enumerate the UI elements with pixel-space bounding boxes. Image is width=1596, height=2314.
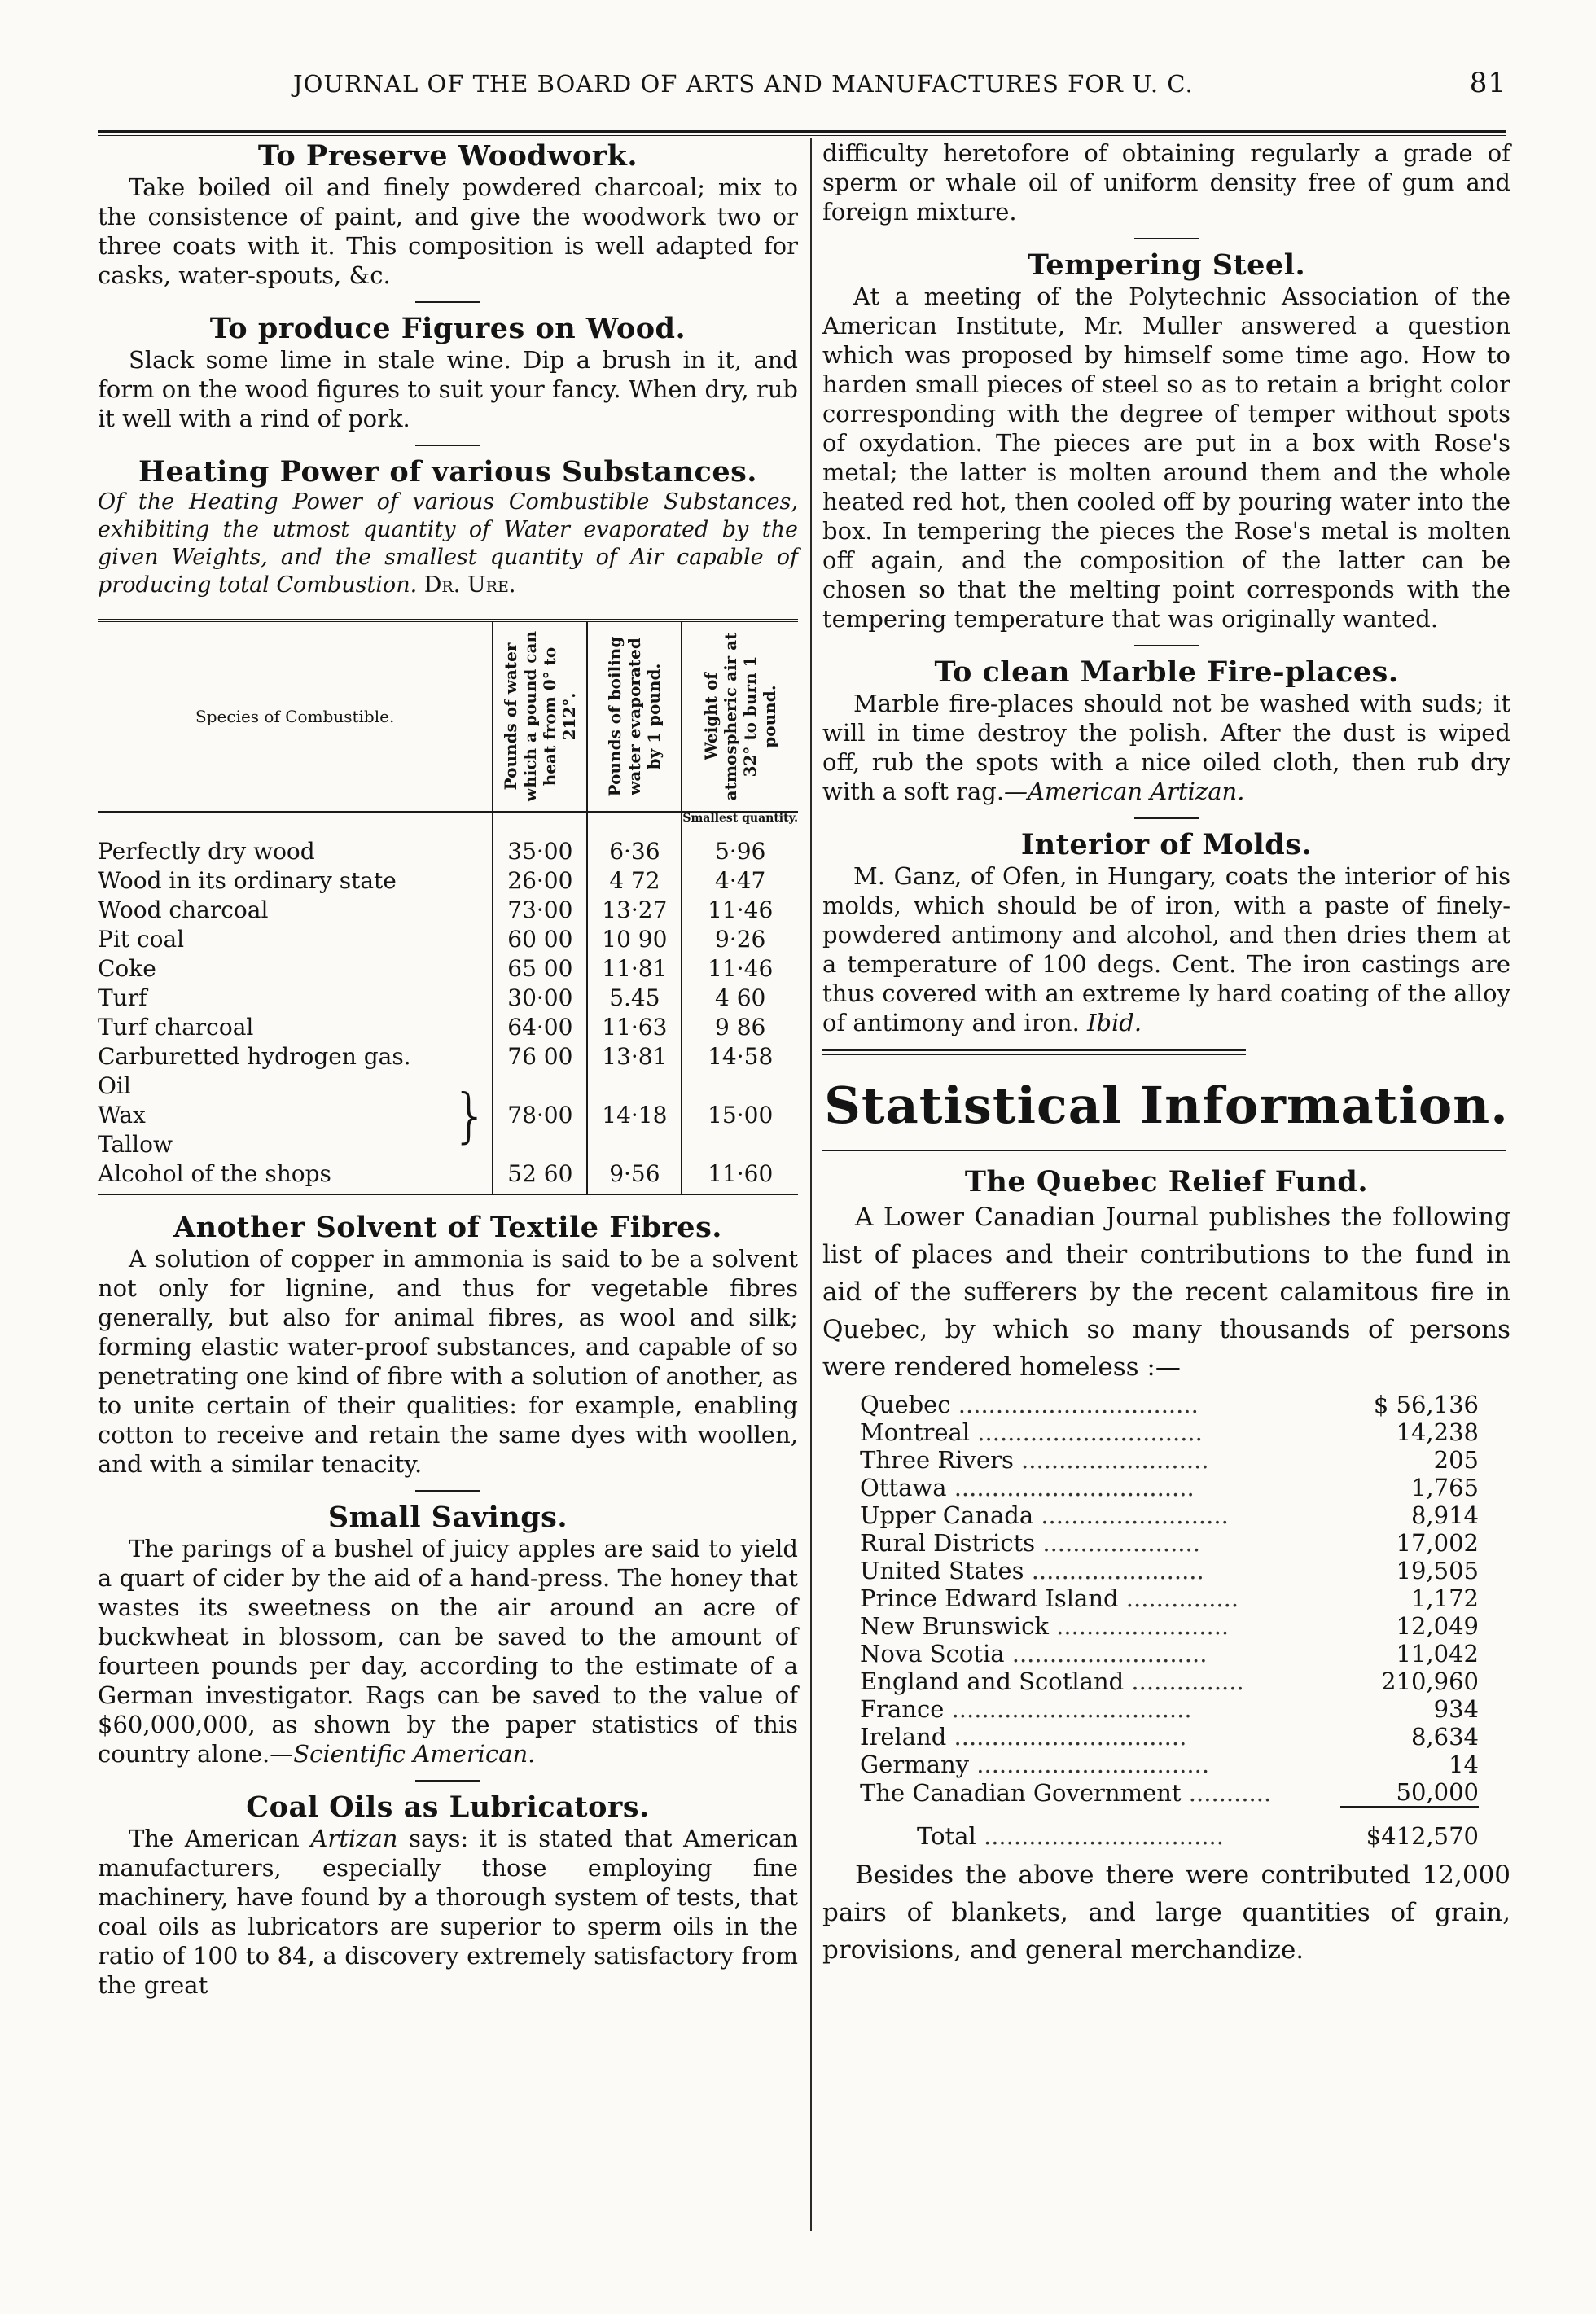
fund-place: New Brunswick ....................... xyxy=(860,1612,1230,1640)
relief-fund-table xyxy=(860,1391,1479,1850)
coal-text-italic: Artizan xyxy=(310,1825,398,1852)
article-title-savings: Small Savings. xyxy=(327,1501,568,1534)
group-names xyxy=(98,1072,493,1159)
molds-text: M. Ganz, of Ofen, in Hungary, coats the interior of his molds, which should be of iron, with a paste of finely-powdered antimony and alcohol, and then dries them at a temperature of 100 degs. Cent. The iron castings are thus covered with an extreme ly hard coating of the alloy of antimony and iron. xyxy=(822,862,1510,1036)
row-name: Perfectly dry wood xyxy=(98,838,315,865)
fund-row xyxy=(860,1557,1479,1584)
left-column xyxy=(98,138,798,2000)
row-name: Wood in its ordinary state xyxy=(98,867,397,894)
row-name: Oil xyxy=(98,1072,131,1099)
fund-amount: 1,765 xyxy=(1410,1474,1479,1501)
row-value: 9 86 xyxy=(682,1013,798,1042)
row-value: 78·00 xyxy=(493,1072,587,1159)
article-title-heating: Heating Power of various Substances. xyxy=(138,455,757,489)
row-value: 11·81 xyxy=(587,954,682,984)
relief-fund-rows xyxy=(860,1391,1479,1807)
fund-row xyxy=(860,1668,1479,1695)
fund-place-text: Montreal xyxy=(860,1418,971,1446)
row-value: 4 72 xyxy=(587,866,682,896)
row-value: 10 90 xyxy=(587,925,682,954)
fund-row xyxy=(860,1778,1479,1807)
fund-row xyxy=(860,1418,1479,1446)
fund-place: England and Scotland ............... xyxy=(860,1668,1244,1695)
article-body-coal xyxy=(98,1824,798,2000)
stat-rule-thin xyxy=(822,1054,1246,1055)
row-value: 9·56 xyxy=(587,1159,682,1194)
fund-place: Ireland ............................... xyxy=(860,1723,1187,1751)
fund-place: France ................................ xyxy=(860,1695,1192,1723)
row-name: Carburetted hydrogen gas. xyxy=(98,1043,411,1070)
fund-place-text: Nova Scotia xyxy=(860,1640,1005,1668)
article-title-solvent: Another Solvent of Textile Fibres. xyxy=(173,1211,722,1244)
fund-place-text: Rural Districts xyxy=(860,1529,1036,1557)
fund-row xyxy=(860,1751,1479,1778)
section-rule xyxy=(415,1780,480,1782)
article-body-solvent: A solution of copper in ammonia is said to be a solvent not only for lignine, and thus for vegetable fibres generally, but also for animal fibres, as wool and silk; forming elastic water-proof substances, and capable of so penetrating one kind of fibre with a solution of another, as to unite certain of their qualities: for example, enabling cotton to receive and retain the same dyes with woollen, and with a similar tenacity. xyxy=(98,1245,798,1478)
col1-header-text: Pounds of water which a pound can heat from 0° to 212°. xyxy=(501,631,580,802)
savings-text: The parings of a bushel of juicy apples are said to yield a quart of cider by the aid of a hand-press. The honey that wastes its sweetness on the air around an acre of buckwheat in blossom, can be saved to the amount of fourteen pounds per day, according to the estimate of a German investigator. Rags can be saved to the value of $60,000,000, as shown by the paper statistics of this country alone. xyxy=(98,1535,798,1768)
fund-row xyxy=(860,1612,1479,1640)
row-name: Pit coal xyxy=(98,926,185,953)
fund-amount: 12,049 xyxy=(1396,1612,1479,1640)
fund-row xyxy=(860,1446,1479,1474)
fund-amount: 14,238 xyxy=(1396,1418,1479,1446)
fund-amount: 50,000 xyxy=(1396,1778,1479,1806)
fund-row xyxy=(860,1501,1479,1529)
row-value: 11·46 xyxy=(682,954,798,984)
savings-source: —Scientific American. xyxy=(270,1740,536,1768)
coal-text-start: The American xyxy=(129,1825,300,1852)
heating-table-rows xyxy=(98,837,798,1072)
article-body-steel: At a meeting of the Polytechnic Association of the American Institute, Mr. Muller answered a question which was proposed by himself some time ago. How to harden small pieces of steel so as to retain a bright color corresponding with the degree of temper without spots of oxydation. The pieces are put in a box with Rose's metal; the latter is molten around them and the whole heated red hot, then cooled off by pouring water into the box. In tempering the pieces the Rose's metal is molten off again, and the composition of the latter can be chosen so that the melting point corresponds with the tempering temperature that was originally wanted. xyxy=(822,283,1510,633)
fund-amount: 205 xyxy=(1433,1446,1479,1474)
column-divider xyxy=(810,138,812,2231)
row-value: 60 00 xyxy=(493,925,587,954)
fund-amount: 11,042 xyxy=(1396,1640,1479,1668)
stat-rule xyxy=(822,1049,1246,1051)
fund-place-text: The Canadian Government xyxy=(860,1778,1182,1807)
section-rule xyxy=(1134,645,1199,646)
table-row xyxy=(98,837,798,866)
fund-place-text: New Brunswick xyxy=(860,1612,1049,1640)
row-value: 11·63 xyxy=(587,1013,682,1042)
heating-table-header xyxy=(98,620,798,812)
total-row xyxy=(860,1807,1479,1850)
row-value: 14·58 xyxy=(682,1042,798,1072)
heating-table-subheader xyxy=(98,812,798,837)
right-column xyxy=(822,138,1510,1969)
article-title-molds: Interior of Molds. xyxy=(1020,828,1313,861)
table-row xyxy=(98,1013,798,1042)
section-rule xyxy=(415,445,480,446)
col3-header xyxy=(682,620,798,812)
section-rule xyxy=(415,301,480,303)
row-name: Turf xyxy=(98,984,147,1011)
row-name: Wax xyxy=(98,1102,146,1129)
row-value: 11·60 xyxy=(682,1159,798,1194)
row-value: 52 60 xyxy=(493,1159,587,1194)
article-body-woodwork: Take boiled oil and finely powdered charcoal; mix to the consistence of paint, and give the woodwork two or three coats with it. This composition is well adapted for casks, water-spouts, &c. xyxy=(98,173,798,289)
fund-place: Three Rivers ......................... xyxy=(860,1446,1209,1474)
article-title-marble: To clean Marble Fire-places. xyxy=(934,655,1399,689)
quebec-closing: Besides the above there were contributed 12,000 pairs of blankets, and large quantities of grain, provisions, and general merchandize. xyxy=(822,1860,1510,1965)
stat-rule-long xyxy=(822,1150,1506,1151)
article-body-marble xyxy=(822,689,1510,806)
table-row xyxy=(98,1159,798,1194)
fund-place: Nova Scotia .......................... xyxy=(860,1640,1208,1668)
fund-place: Upper Canada ......................... xyxy=(860,1501,1229,1529)
row-value: 26·00 xyxy=(493,866,587,896)
row-value: 76 00 xyxy=(493,1042,587,1072)
fund-place-text: Upper Canada xyxy=(860,1501,1034,1529)
fund-row xyxy=(860,1584,1479,1612)
row-name: Tallow xyxy=(98,1131,173,1158)
article-body-savings xyxy=(98,1534,798,1768)
heating-caption xyxy=(98,489,798,599)
fund-amount: 210,960 xyxy=(1381,1668,1479,1695)
row-value: 15·00 xyxy=(682,1072,798,1159)
section-rule xyxy=(1134,817,1199,819)
fund-amount: 8,634 xyxy=(1410,1723,1479,1751)
coal-text-rest: says: it is stated that American manufacturers, especially those employing fine machinery, have found by a thorough system of tests, that coal oils as lubricators are superior to sperm oils in the ratio of 100 to 84, a discovery extremely satisfactory from the great xyxy=(98,1825,799,1999)
heating-table xyxy=(98,619,798,1195)
row-name: Coke xyxy=(98,955,156,982)
fund-place-text: Quebec xyxy=(860,1391,951,1418)
fund-amount: 8,914 xyxy=(1410,1501,1479,1529)
fund-amount: 1,172 xyxy=(1410,1584,1479,1612)
table-row xyxy=(98,954,798,984)
row-value: 9·26 xyxy=(682,925,798,954)
header-rule-thin xyxy=(98,135,1506,136)
row-value: 5·96 xyxy=(682,837,798,866)
fund-place: Montreal .............................. xyxy=(860,1418,1203,1446)
fund-place: Ottawa ................................ xyxy=(860,1474,1195,1501)
fund-place-text: United States xyxy=(860,1557,1024,1584)
fund-amount: $ 56,136 xyxy=(1373,1391,1479,1418)
table-row-group xyxy=(98,1072,798,1159)
row-value: 35·00 xyxy=(493,837,587,866)
col2-header xyxy=(587,620,682,812)
row-value: 30·00 xyxy=(493,984,587,1013)
row-name: Wood charcoal xyxy=(98,896,269,923)
row-value: 73·00 xyxy=(493,896,587,925)
table-row xyxy=(98,1042,798,1072)
fund-amount: 19,505 xyxy=(1396,1557,1479,1584)
running-header xyxy=(98,64,1506,104)
row-value: 13·81 xyxy=(587,1042,682,1072)
total-amount: $412,570 xyxy=(1340,1807,1479,1850)
row-value: 65 00 xyxy=(493,954,587,984)
fund-place: Germany ............................... xyxy=(860,1751,1210,1778)
molds-source: Ibid. xyxy=(1087,1009,1142,1036)
article-title-figures: To produce Figures on Wood. xyxy=(209,312,686,345)
article-title-quebec: The Quebec Relief Fund. xyxy=(964,1165,1369,1199)
table-row xyxy=(98,896,798,925)
article-body-figures: Slack some lime in stale wine. Dip a brush in it, and form on the wood figures to suit your fancy. When dry, rub it well with a rind of pork. xyxy=(98,346,798,432)
marble-source: —American Artizan. xyxy=(1004,778,1245,805)
heating-caption-author: Dr. Ure. xyxy=(423,572,516,598)
article-title-woodwork: To Preserve Woodwork. xyxy=(257,139,638,173)
fund-amount: 17,002 xyxy=(1396,1529,1479,1557)
page-number: 81 xyxy=(1469,67,1506,99)
group-brace: } xyxy=(451,1081,489,1150)
total-label-text: Total xyxy=(917,1821,976,1850)
row-name: Turf charcoal xyxy=(98,1014,254,1041)
row-value: 14·18 xyxy=(587,1072,682,1159)
quebec-intro: A Lower Canadian Journal publishes the following list of places and their contributions to the fund in aid of the sufferers by the recent calamitous fire in Quebec, by which so many thousands of persons were rendered homeless :— xyxy=(822,1203,1510,1382)
fund-row xyxy=(860,1474,1479,1501)
article-body-molds xyxy=(822,861,1510,1037)
fund-row xyxy=(860,1723,1479,1751)
fund-place-text: Prince Edward Island xyxy=(860,1584,1119,1612)
row-value: 11·46 xyxy=(682,896,798,925)
fund-row xyxy=(860,1640,1479,1668)
statistical-heading: Statistical Information. xyxy=(824,1076,1509,1135)
fund-row xyxy=(860,1391,1479,1418)
fund-amount: 14 xyxy=(1449,1751,1479,1778)
col2-header-text: Pounds of boiling water evaporated by 1 pound. xyxy=(605,636,664,797)
col3-subheader: Smallest quantity. xyxy=(682,812,798,837)
species-header: Species of Combustible. xyxy=(195,707,395,726)
fund-place-text: France xyxy=(860,1695,945,1723)
row-value: 4·47 xyxy=(682,866,798,896)
coal-continuation: difficulty heretofore of obtaining regularly a grade of sperm or whale oil of uniform density free of gum and foreign mixture. xyxy=(822,139,1510,226)
article-title-coal: Coal Oils as Lubricators. xyxy=(246,1790,650,1824)
row-value: 6·36 xyxy=(587,837,682,866)
fund-place-text: Ireland xyxy=(860,1723,947,1751)
heating-caption-text: Of the Heating Power of various Combustible Substances, exhibiting the utmost quantity of Water evaporated by the given Weights, and the smallest quantity of Air capable of producing total Combustion. xyxy=(98,489,798,598)
fund-place: Rural Districts ..................... xyxy=(860,1529,1200,1557)
fund-place-text: Three Rivers xyxy=(860,1446,1014,1474)
fund-place: United States ....................... xyxy=(860,1557,1204,1584)
col1-header xyxy=(493,620,587,812)
marble-text: Marble fire-places should not be washed with suds; it will in time destroy the polish. After the dust is wiped off, rub the spots with a nice oiled cloth, then rub dry with a soft rag. xyxy=(822,690,1510,805)
section-rule xyxy=(1134,238,1199,239)
fund-amount: 934 xyxy=(1433,1695,1479,1723)
fund-place: The Canadian Government ........... xyxy=(860,1778,1272,1807)
fund-place: Quebec ................................ xyxy=(860,1391,1199,1418)
fund-place-text: Germany xyxy=(860,1751,970,1778)
fund-place-text: Ottawa xyxy=(860,1474,947,1501)
row-value: 13·27 xyxy=(587,896,682,925)
fund-place: Prince Edward Island ............... xyxy=(860,1584,1239,1612)
section-rule xyxy=(415,1490,480,1492)
article-title-steel: Tempering Steel. xyxy=(1027,248,1306,282)
journal-title: JOURNAL OF THE BOARD OF ARTS AND MANUFACTURES FOR U. C. xyxy=(293,70,1194,98)
fund-row xyxy=(860,1529,1479,1557)
fund-place-text: England and Scotland xyxy=(860,1668,1125,1695)
table-row xyxy=(98,866,798,896)
row-value: 5.45 xyxy=(587,984,682,1013)
fund-row xyxy=(860,1695,1479,1723)
header-rule xyxy=(98,130,1506,133)
table-row xyxy=(98,925,798,954)
row-value: 4 60 xyxy=(682,984,798,1013)
table-row xyxy=(98,984,798,1013)
col3-header-text: Weight of atmospheric air at 32° to burn 1 pound. xyxy=(701,632,780,801)
total-label: Total ................................ xyxy=(917,1821,1224,1850)
row-value: 64·00 xyxy=(493,1013,587,1042)
row-name: Alcohol of the shops xyxy=(98,1159,493,1194)
